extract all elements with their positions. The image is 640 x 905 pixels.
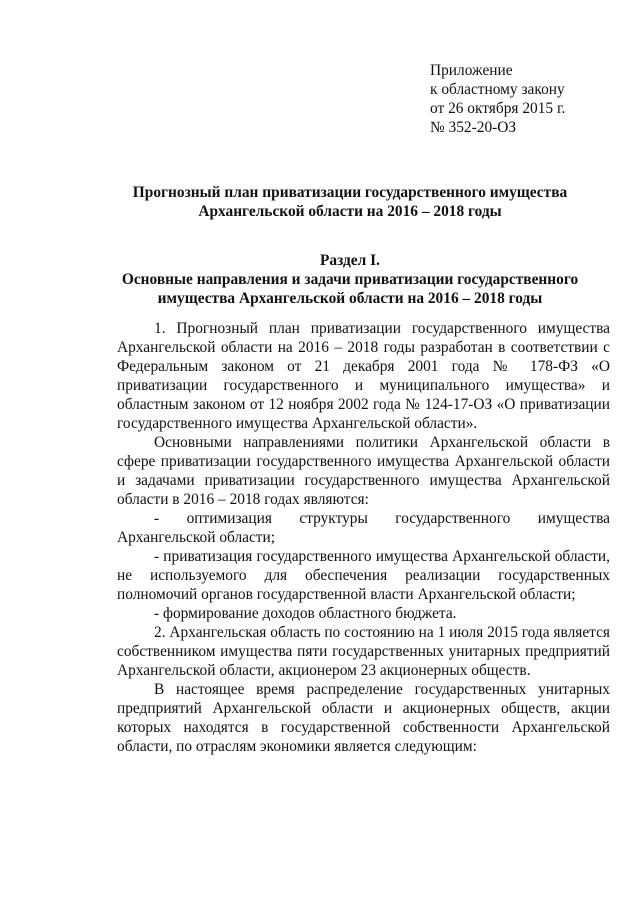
section-heading-line-1: Основные направления и задачи приватизации государственного: [121, 271, 579, 288]
document-title: [60, 183, 640, 221]
paragraph: 1. Прогнозный план приватизации государственного имущества Архангельской области на 2016 – 2018 годы разработан в соответствии с Федеральным законом от 21 декабря 2001 года № 178-ФЗ «О приватизации государственного и муниципального имущества» и областным законом от 12 ноября 2002 года № 124-17-ОЗ «О приватизации государственного имущества Архангельской области».: [117, 320, 610, 432]
paragraph: Основными направлениями политики Архангельской области в сфере приватизации государственного имущества Архангельской области и задачами приватизации государственного имущества Архангельской области в 2016 – 2018 годах являются:: [117, 434, 610, 508]
appendix-law-ref: к областному закону: [430, 81, 565, 98]
paragraph: В настоящее время распределение государственных унитарных предприятий Архангельской области и акционерных обществ, акции которых находятся в государственной собственности Архангельской области, по отраслям экономики является следующим:: [117, 681, 610, 755]
body-text: [117, 319, 610, 756]
section-heading: [60, 251, 640, 308]
list-item: - формирование доходов областного бюджета.: [154, 605, 457, 622]
section-number: Раздел I.: [320, 252, 380, 269]
appendix-date: от 26 октября 2015 г.: [430, 100, 566, 117]
appendix-label: Приложение: [430, 62, 513, 79]
document-title-line-2: Архангельской области на 2016 – 2018 годы: [198, 203, 502, 220]
paragraph: 2. Архангельская область по состоянию на 1 июля 2015 года является собственником имущества пяти государственных унитарных предприятий Архангельской области, акционером 23 акционерных обществ.: [117, 624, 610, 679]
list-item: - оптимизация структуры государственного имущества Архангельской области;: [117, 510, 610, 546]
list-item: - приватизация государственного имущества Архангельской области, не используемого для обеспечения реализации государственных полномочий органов государственной власти Архангельской области;: [117, 548, 610, 603]
section-heading-line-2: имущества Архангельской области на 2016 – 2018 годы: [157, 290, 543, 307]
appendix-block: [430, 61, 630, 137]
document-title-line-1: Прогнозный план приватизации государственного имущества: [132, 184, 568, 201]
appendix-number: № 352-20-ОЗ: [430, 119, 517, 136]
